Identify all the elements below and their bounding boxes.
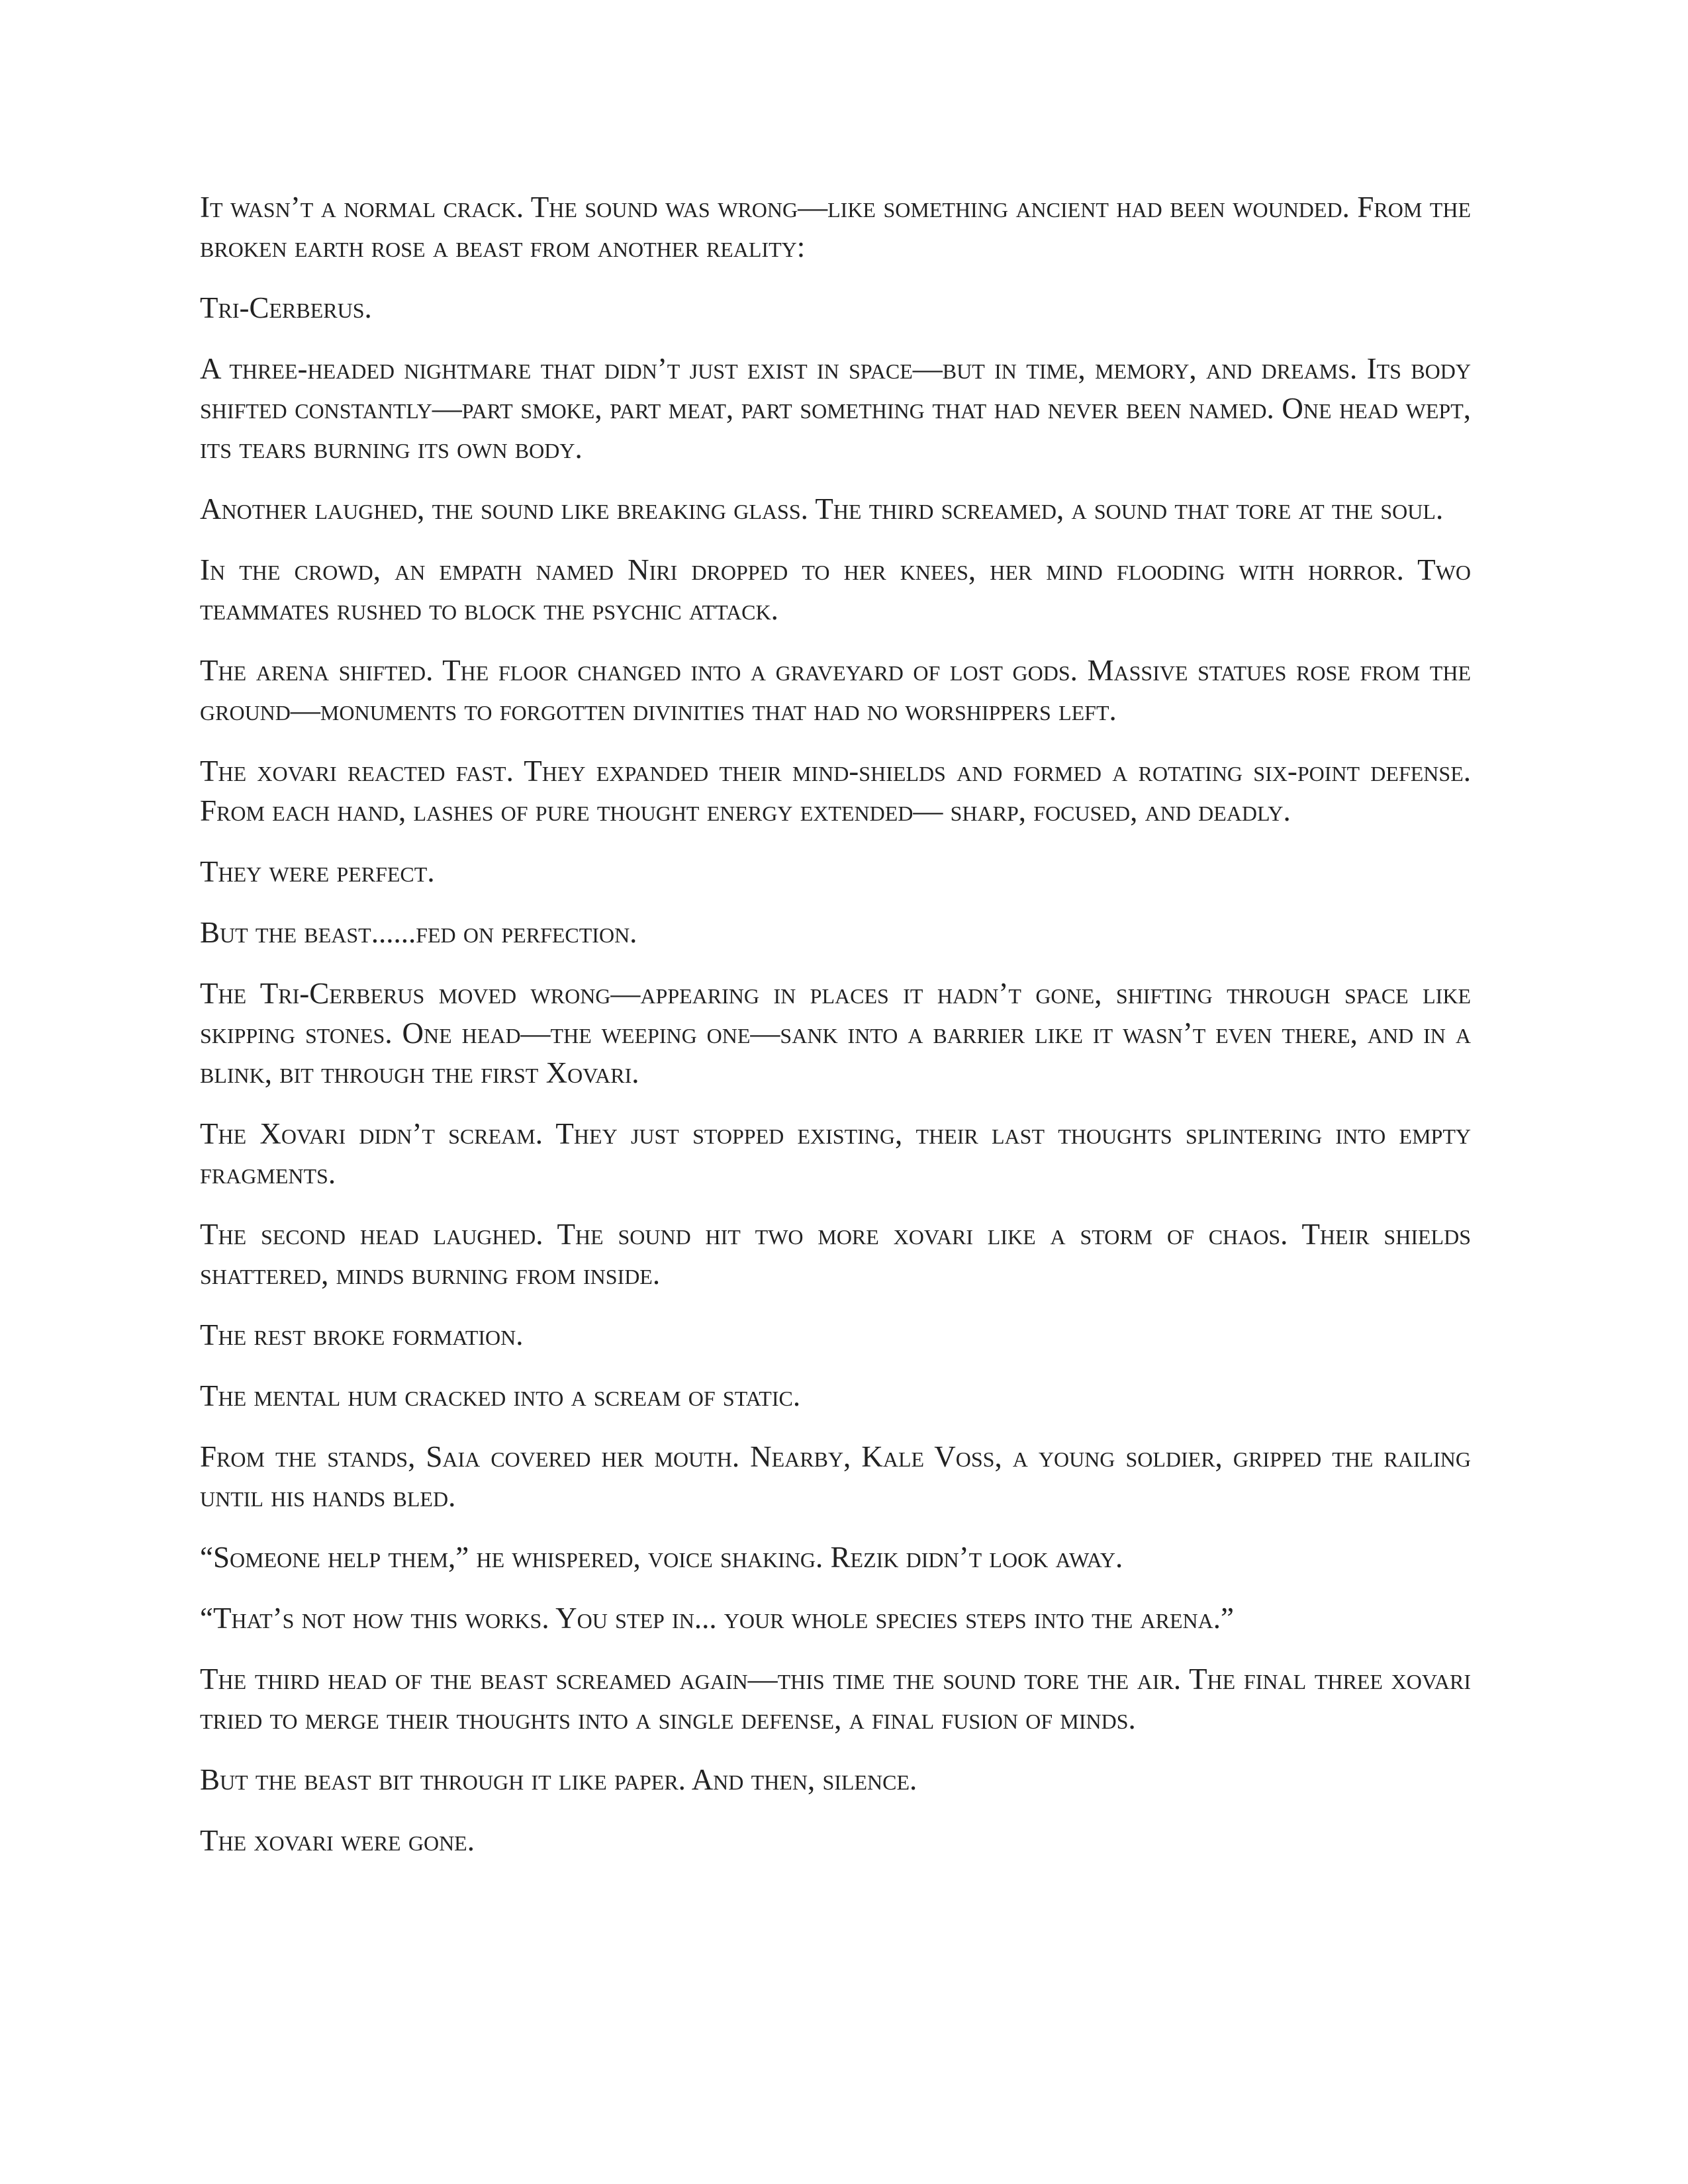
paragraph-14: The mental hum cracked into a scream of static. (200, 1379, 801, 1412)
paragraph-3: A three-headed nightmare that didn’t just exist in space—but in time, memory, and dreams. Its body shifted constantly—part smoke, part meat, part something that had never been named. One head wept, its tears burning its own body. (200, 352, 1471, 465)
paragraph-8: They were perfect. (200, 855, 435, 888)
paragraph-1: It wasn’t a normal crack. The sound was wrong—like something ancient had been wounded. From the broken earth rose a beast from another reality: (200, 191, 1471, 263)
paragraph-13: The rest broke formation. (200, 1318, 524, 1351)
paragraph-16: “Someone help them,” he whispered, voice shaking. Rezik didn’t look away. (200, 1541, 1123, 1574)
paragraph-18: The third head of the beast screamed again—this time the sound tore the air. The final three xovari tried to merge their thoughts into a single defense, a final fusion of minds. (200, 1662, 1471, 1735)
paragraph-20: The xovari were gone. (200, 1824, 475, 1857)
document-body (200, 187, 1471, 1882)
paragraph-19: But the beast bit through it like paper. And then, silence. (200, 1763, 917, 1796)
paragraph-15: From the stands, Saia covered her mouth. Nearby, Kale Voss, a young soldier, gripped the railing until his hands bled. (200, 1440, 1471, 1513)
paragraph-9: But the beast......fed on perfection. (200, 916, 637, 949)
paragraph-11: The Xovari didn’t scream. They just stopped existing, their last thoughts splintering into empty fragments. (200, 1117, 1471, 1190)
paragraph-10: The Tri-Cerberus moved wrong—appearing in places it hadn’t gone, shifting through space like skipping stones. One head—the weeping one—sank into a barrier like it wasn’t even there, and in a blink, bit through the first Xovari. (200, 977, 1471, 1089)
paragraph-2: Tri-Cerberus. (200, 291, 372, 324)
paragraph-4: Another laughed, the sound like breaking glass. The third screamed, a sound that tore at the soul. (200, 492, 1444, 525)
paragraph-6: The arena shifted. The floor changed into a graveyard of lost gods. Massive statues rose from the ground—monuments to forgotten divinities that had no worshippers left. (200, 654, 1471, 727)
paragraph-12: The second head laughed. The sound hit two more xovari like a storm of chaos. Their shields shattered, minds burning from inside. (200, 1218, 1471, 1291)
paragraph-7: The xovari reacted fast. They expanded their mind-shields and formed a rotating six-point defense. From each hand, lashes of pure thought energy extended— sharp, focused, and deadly. (200, 754, 1471, 827)
paragraph-17: “That’s not how this works. You step in... your whole species steps into the arena.” (200, 1602, 1234, 1635)
paragraph-5: In the crowd, an empath named Niri dropped to her knees, her mind flooding with horror. Two teammates rushed to block the psychic attack. (200, 553, 1471, 626)
